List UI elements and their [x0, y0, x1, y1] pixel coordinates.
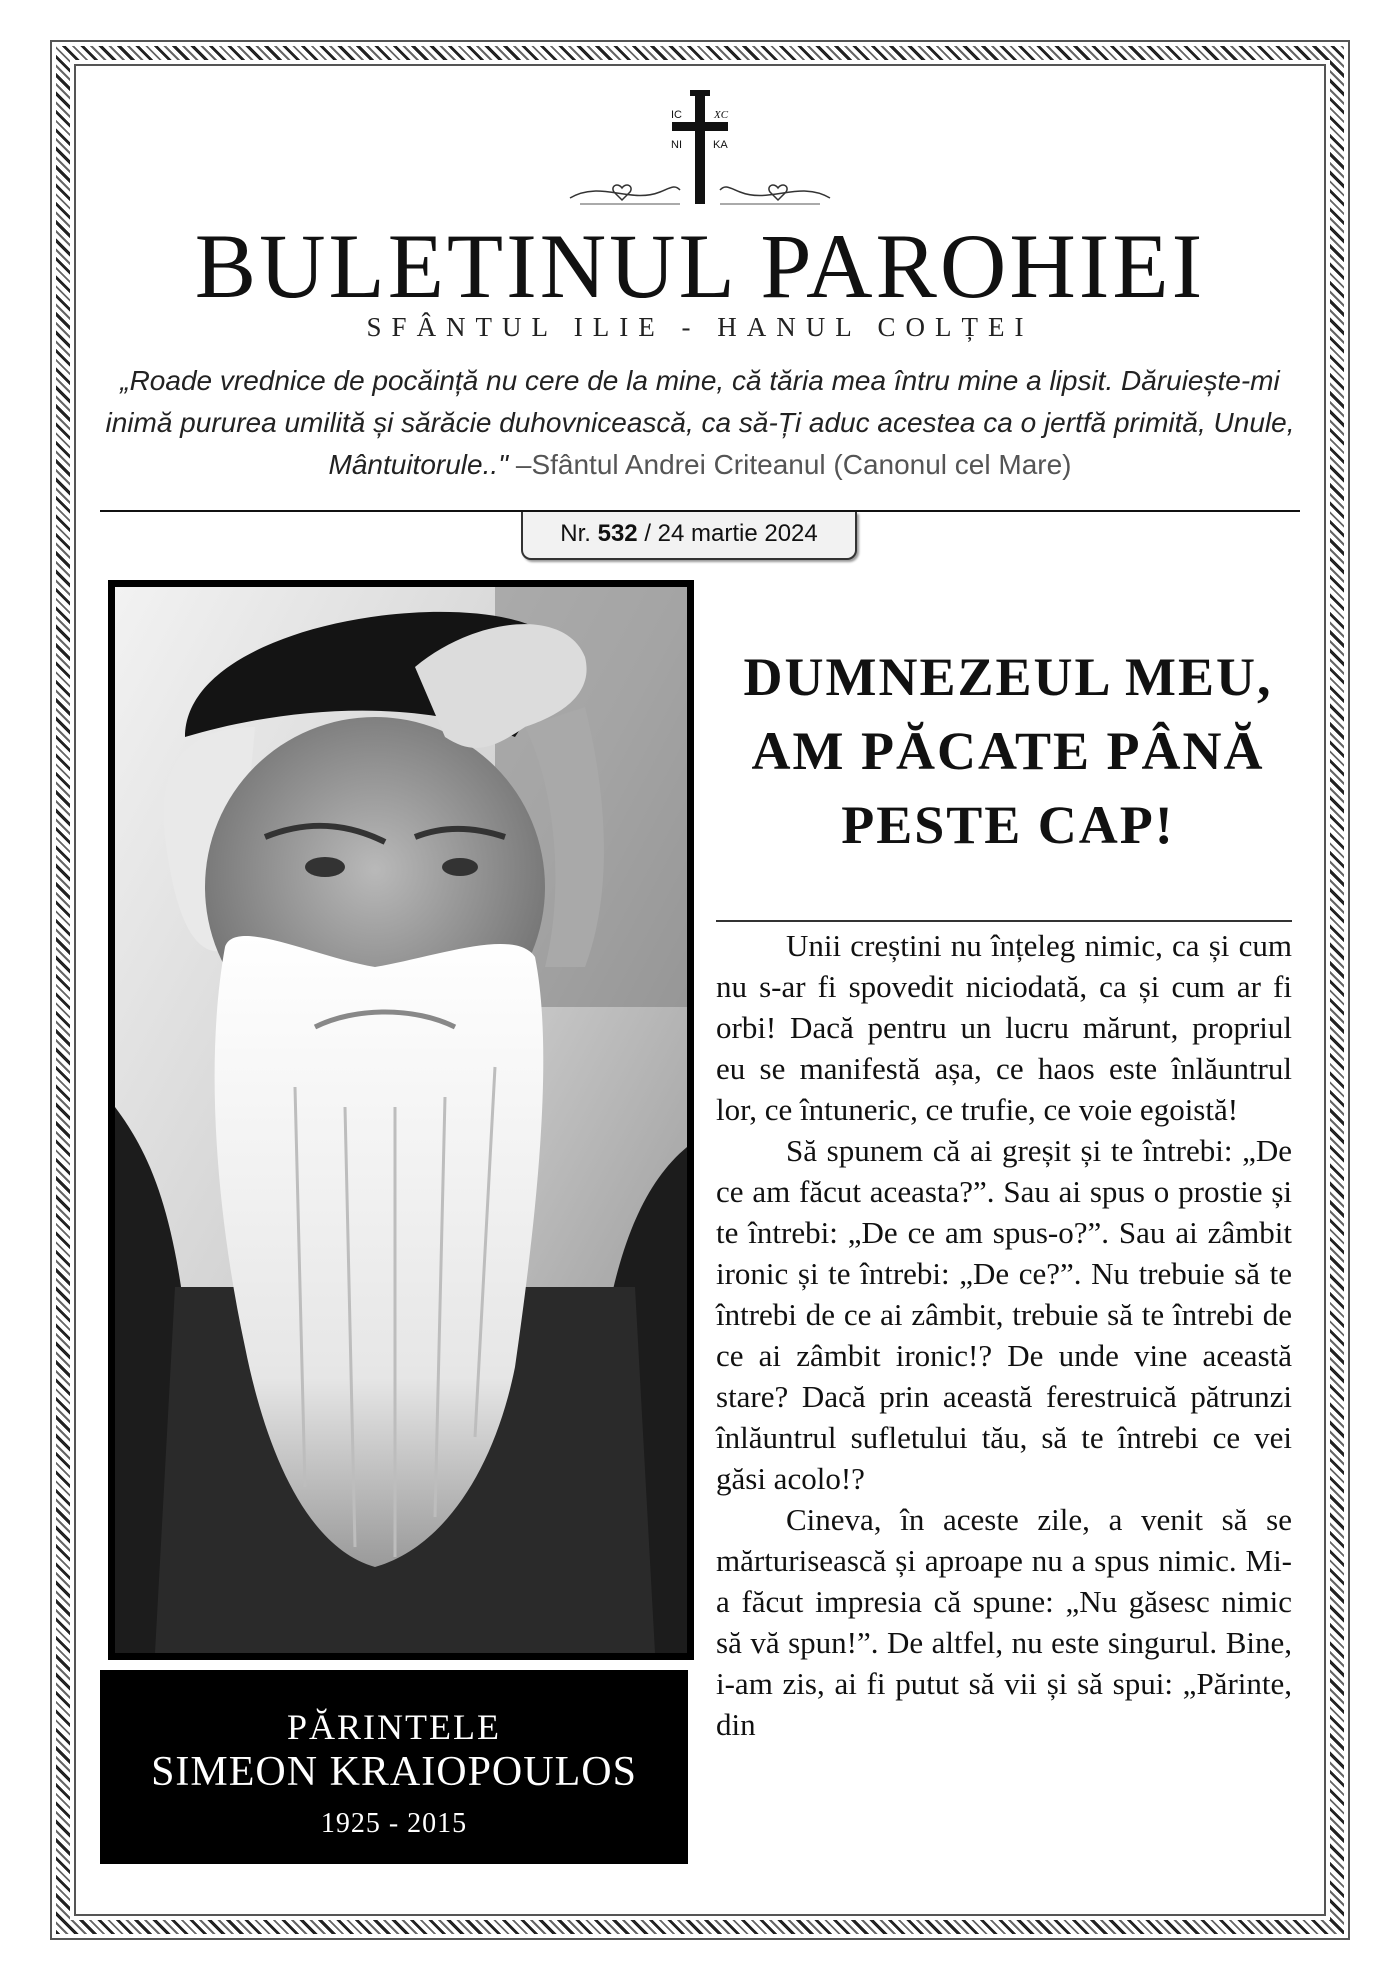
article-paragraph: Să spunem că ai greșit și te întrebi: „De ce am făcut aceasta?”. Sau ai spus o prostie și te întrebi: „De ce am spus-o?”. Sau ai zâmbit ironic și te întrebi: „De ce?”. Nu trebuie să te întrebi de ce ai zâmbit, trebuie să te întrebi de ce ai zâmbit ironic!? De unde vine această stare? Dacă prin această ferestruică pătrunzi înlăuntrul sufletului tău, să te întrebi ce vei găsi acolo!?	[716, 1133, 1292, 1496]
headline-line: DUMNEZEUL MEU,	[743, 647, 1273, 707]
portrait-photo	[108, 580, 694, 1660]
issue-prefix: Nr.	[560, 520, 591, 547]
bulletin-title: BULETINUL PAROHIEI	[194, 215, 1206, 317]
cross-letter-ni: NI	[671, 139, 682, 151]
article-paragraph: Cineva, în aceste zile, a venit să se mărturisească și aproape nu a spus nimic. Mi-a făcut impresia că spune: „Nu găsesc nimic să vă spun!”. De altfel, nu este singurul. Bine, i-am zis, ai fi putut să vii și să spui: „Părinte, din	[716, 1502, 1292, 1742]
cross-letter-ka: KA	[713, 139, 728, 151]
issue-number: 532	[597, 520, 638, 547]
flourish-ornament	[560, 170, 840, 210]
article-divider	[716, 920, 1292, 922]
opening-quote	[100, 360, 1300, 486]
headline-line: AM PĂCATE PÂNĂ	[751, 721, 1265, 781]
issue-tab	[521, 512, 857, 560]
headline-line: PESTE CAP!	[841, 795, 1175, 855]
parish-subtitle: SFÂNTUL ILIE - HANUL COLȚEI	[366, 312, 1034, 342]
article-paragraph: Unii creștini nu înțeleg nimic, ca și cum nu s-ar fi spovedit niciodată, ca și cum ar fi orbi! Dacă pentru un lucru mărunt, propriul eu se manifestă așa, ce haos este înlăuntrul lor, ce întuneric, ce trufie, ce voie egoistă!	[716, 928, 1292, 1127]
caption-years: 1925 - 2015	[320, 1808, 468, 1839]
cross-letter-xc: XC	[714, 109, 729, 121]
quote-text: „Roade vrednice de pocăință nu cere de la mine, că tăria mea întru mine a lipsit. Dăruiește-mi inimă pururea umilită și sărăcie duhovnicească, ca să-Ți aduc acestea ca o jertfă primită, Unule, Mântuitorule.."	[105, 365, 1295, 480]
cross-letter-ic: IC	[671, 109, 682, 121]
article-body	[716, 925, 1292, 1745]
caption-title: PĂRINTELE	[287, 1707, 501, 1747]
article-headline	[716, 640, 1300, 862]
issue-date: / 24 martie 2024	[644, 520, 818, 547]
caption-name: SIMEON KRAIOPOULOS	[151, 1749, 637, 1795]
elder-portrait-image	[115, 587, 687, 1653]
quote-attribution: –Sfântul Andrei Criteanul (Canonul cel Mare)	[515, 449, 1072, 480]
portrait-caption	[100, 1670, 688, 1864]
